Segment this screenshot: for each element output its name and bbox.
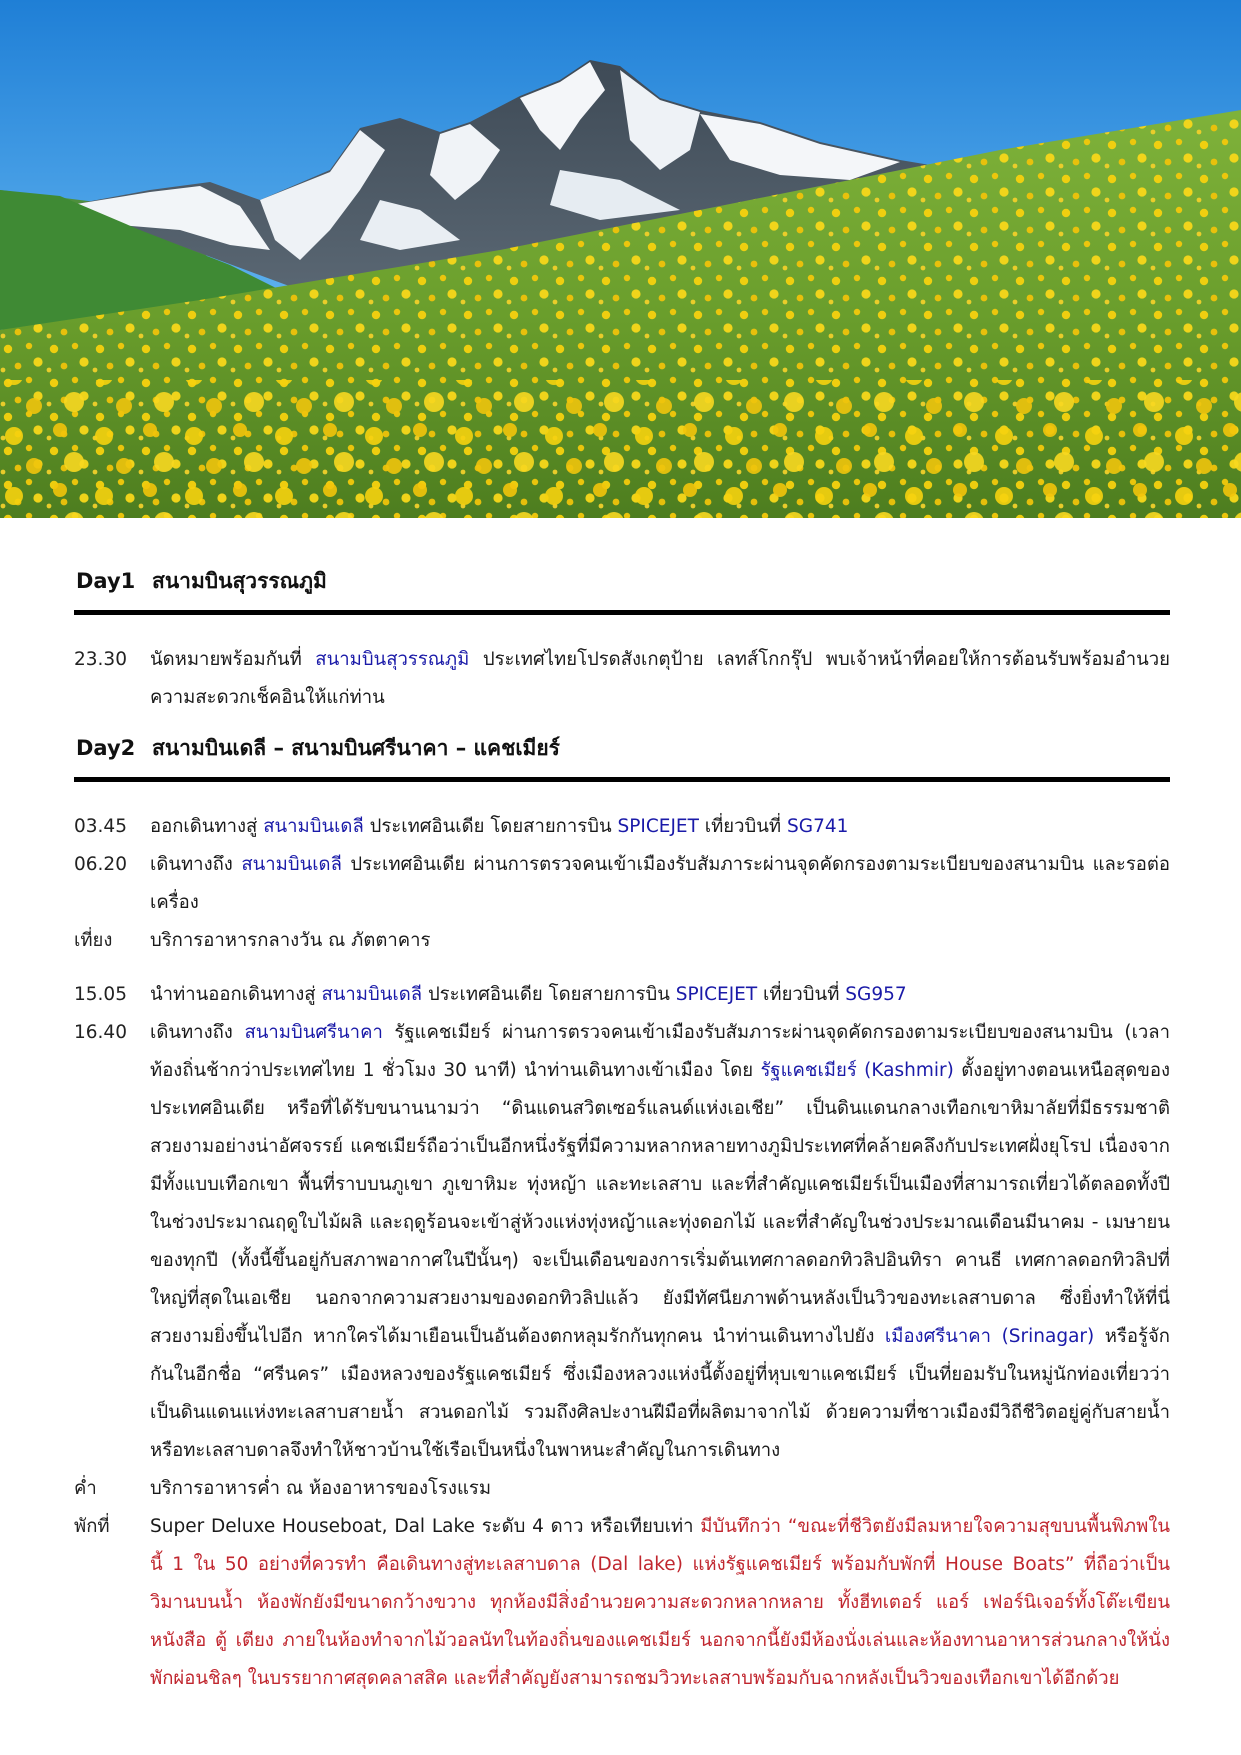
itinerary (74, 560, 1170, 1698)
day-number: Day1 (76, 569, 136, 593)
day-section-2 (74, 727, 1170, 1698)
itinerary-description (150, 922, 1170, 960)
description-text: ออกเดินทางสู่ (150, 816, 264, 837)
day-heading (74, 727, 1170, 777)
itinerary-description (150, 641, 1170, 717)
highlight-text: รัฐแคชเมียร์ (Kashmir) (760, 1060, 954, 1081)
description-text: ประเทศไทยโปรดสังเกตุป้าย เลทส์โกกรุ๊ป พบเจ้าหน้าที่คอยให้การต้อนรับพร้อมอำนวยความสะดวกเช็คอินให้แก่ท่าน (150, 649, 1171, 708)
mountain-flower-meadow-photo (0, 0, 1241, 518)
itinerary-time: 15.05 (74, 984, 127, 1005)
description-text: เที่ยวบินที่ (698, 816, 787, 837)
highlight-text: มีบันทึกว่า “ขณะที่ชีวิตยังมีลมหายใจความสุขบนพื้นพิภพในนี้ 1 ใน 50 อย่างที่ควรทำ คือเดินทางสู่ทะเลสาบดาล (Dal lake) แห่งรัฐแคชเมียร์ พร้อมกับพักที่ House Boats” ที่ถือว่าเป็นวิมานบนน้ำ ห้องพักยังมีขนาดกว้างขวาง ทุกห้องมีสิ่งอำนวยความสะดวกหลากหลาย ทั้งฮีทเตอร์ แอร์ เฟอร์นิเจอร์ทั้งโต๊ะเขียนหนังสือ ตู้ เตียง ภายในห้องทำจากไม้วอลนัทในท้องถิ่นของแคชเมียร์ นอกจากนี้ยังมีห้องนั่งเล่นและห้องทานอาหารส่วนกลางให้นั่งพักผ่อนชิลๆ ในบรรยากาศสุดคลาสสิค และที่สำคัญยังสามารถชมวิวทะเลสาบพร้อมกับฉากหลังเป็นวิวของเทือกเขาได้อีกด้วย (150, 1516, 1170, 1689)
itinerary-time: 23.30 (74, 649, 127, 670)
highlight-text: SG957 (845, 984, 907, 1005)
description-text: เดินทางถึง (150, 854, 242, 875)
itinerary-description (150, 1470, 1170, 1508)
description-text: ประเทศอินเดีย โดยสายการบิน (363, 816, 618, 837)
itinerary-row (74, 922, 1170, 960)
description-text: Super Deluxe Houseboat, Dal Lake ระดับ 4 ดาว หรือเทียบเท่า (150, 1516, 701, 1537)
day-section-1 (74, 560, 1170, 717)
description-text: หรือรู้จักกันในอีกชื่อ “ศรีนคร” เมืองหลวงของรัฐแคชเมียร์ ซึ่งเมืองหลวงแห่งนี้ตั้งอยู่ที่หุบเขาแคชเมียร์ เป็นที่ยอมรับในหมู่นักท่องเที่ยวว่าเป็นดินแดนแห่งทะเลสาบสายน้ำ สวนดอกไม้ รวมถึงศิลปะงานฝีมือที่ผลิตมาจากไม้ ด้วยความที่ชาวเมืองมีวิถีชีวิตอยู่คู่กับสายน้ำ หรือทะเลสาบดาลจึงทำให้ชาวบ้านใช้เรือเป็นหนึ่งในพาหนะสำคัญในการเดินทาง (150, 1326, 1170, 1461)
itinerary-description (150, 808, 1170, 846)
itinerary-description (150, 1014, 1170, 1470)
highlight-text: SG741 (787, 816, 849, 837)
spacer (74, 960, 1170, 976)
itinerary-row (74, 1470, 1170, 1508)
itinerary-description (150, 976, 1170, 1014)
highlight-text: สนามบินเดลี (241, 854, 342, 875)
itinerary-row (74, 846, 1170, 922)
day-heading (74, 560, 1170, 610)
itinerary-time: 03.45 (74, 816, 127, 837)
day-title: สนามบินสุวรรณภูมิ (152, 569, 327, 593)
itinerary-row (74, 976, 1170, 1014)
description-text: นัดหมายพร้อมกันที่ (150, 649, 316, 670)
itinerary-row (74, 1508, 1170, 1698)
description-text: ประเทศอินเดีย โดยสายการบิน (422, 984, 676, 1005)
hero-image (0, 0, 1241, 518)
day-items (74, 641, 1170, 717)
day-divider (74, 610, 1170, 615)
day-title: สนามบินเดลี – สนามบินศรีนาคา – แคชเมียร์ (152, 736, 560, 760)
highlight-text: สนามบินศรีนาคา (244, 1022, 383, 1043)
itinerary-time: 16.40 (74, 1022, 127, 1043)
itinerary-time: พักที่ (74, 1516, 110, 1537)
day-divider (74, 777, 1170, 782)
itinerary-description (150, 846, 1170, 922)
highlight-text: SPICEJET (675, 984, 758, 1005)
description-text: รัฐแคชเมียร์ ผ่านการตรวจคนเข้าเมืองรับสัมภาระผ่านจุดคัดกรองตามระเบียบของสนามบิน (เวลาท้องถิ่นช้ากว่าประเทศไทย 1 ชั่วโมง 30 นาที) นำท่านเดินทางเข้าเมือง โดย (150, 1022, 1171, 1081)
description-text: ประเทศอินเดีย ผ่านการตรวจคนเข้าเมืองรับสัมภาระผ่านจุดคัดกรองตามระเบียบของสนามบิน และรอต่อเครื่อง (150, 854, 1171, 913)
highlight-text: เมืองศรีนาคา (Srinagar) (884, 1326, 1095, 1347)
itinerary-row (74, 1014, 1170, 1470)
day-number: Day2 (76, 736, 136, 760)
itinerary-row (74, 641, 1170, 717)
description-text: บริการอาหารค่ำ ณ ห้องอาหารของโรงแรม (150, 1478, 492, 1499)
description-text: เดินทางถึง (150, 1022, 245, 1043)
description-text: เที่ยวบินที่ (757, 984, 846, 1005)
itinerary-time: 06.20 (74, 854, 127, 875)
itinerary-description (150, 1508, 1170, 1698)
description-text: นำท่านออกเดินทางสู่ (150, 984, 322, 1005)
day-items (74, 808, 1170, 1698)
description-text: บริการอาหารกลางวัน ณ ภัตตาคาร (150, 930, 431, 951)
highlight-text: สนามบินเดลี (321, 984, 423, 1005)
highlight-text: สนามบินเดลี (263, 816, 364, 837)
itinerary-time: เที่ยง (74, 930, 113, 951)
spacer (74, 717, 1170, 727)
highlight-text: SPICEJET (617, 816, 699, 837)
description-text: ตั้งอยู่ทางตอนเหนือสุดของประเทศอินเดีย หรือที่ได้รับขนานนามว่า “ดินแดนสวิตเซอร์แลนด์แห่งเอเชีย” เป็นดินแดนกลางเทือกเขาหิมาลัยที่มีธรรมชาติสวยงามอย่างน่าอัศจรรย์ แคชเมียร์ถือว่าเป็นอีกหนึ่งรัฐที่มีความหลากหลายทางภูมิประเทศที่คล้ายคลึงกับประเทศฝั่งยุโรป เนื่องจากมีทั้งแบบเทือกเขา พื้นที่ราบบนภูเขา ภูเขาหิมะ ทุ่งหญ้า และทะเลสาบ และที่สำคัญแคชเมียร์เป็นเมืองที่สามารถเที่ยวได้ตลอดทั้งปี ในช่วงประมาณฤดูใบไม้ผลิ และฤดูร้อนจะเข้าสู่ห้วงแห่งทุ่งหญ้าและทุ่งดอกไม้ และที่สำคัญในช่วงประมาณเดือนมีนาคม - เมษายนของทุกปี (ทั้งนี้ขึ้นอยู่กับสภาพอากาศในปีนั้นๆ) จะเป็นเดือนของการเริ่มต้นเทศกาลดอกทิวลิปอินทิรา คานธี เทศกาลดอกทิวลิปที่ใหญ่ที่สุดในเอเชีย นอกจากความสวยงามของดอกทิวลิปแล้ว ยังมีทัศนียภาพด้านหลังเป็นวิวของทะเลสาบดาล ซึ่งยิ่งทำให้ที่นี่สวยงามยิ่งขึ้นไปอีก หากใครได้มาเยือนเป็นอันต้องตกหลุมรักกันทุกคน นำท่านเดินทางไปยัง (150, 1060, 1171, 1347)
itinerary-time: ค่ำ (74, 1478, 97, 1499)
itinerary-row (74, 808, 1170, 846)
highlight-text: สนามบินสุวรรณภูมิ (315, 649, 470, 670)
